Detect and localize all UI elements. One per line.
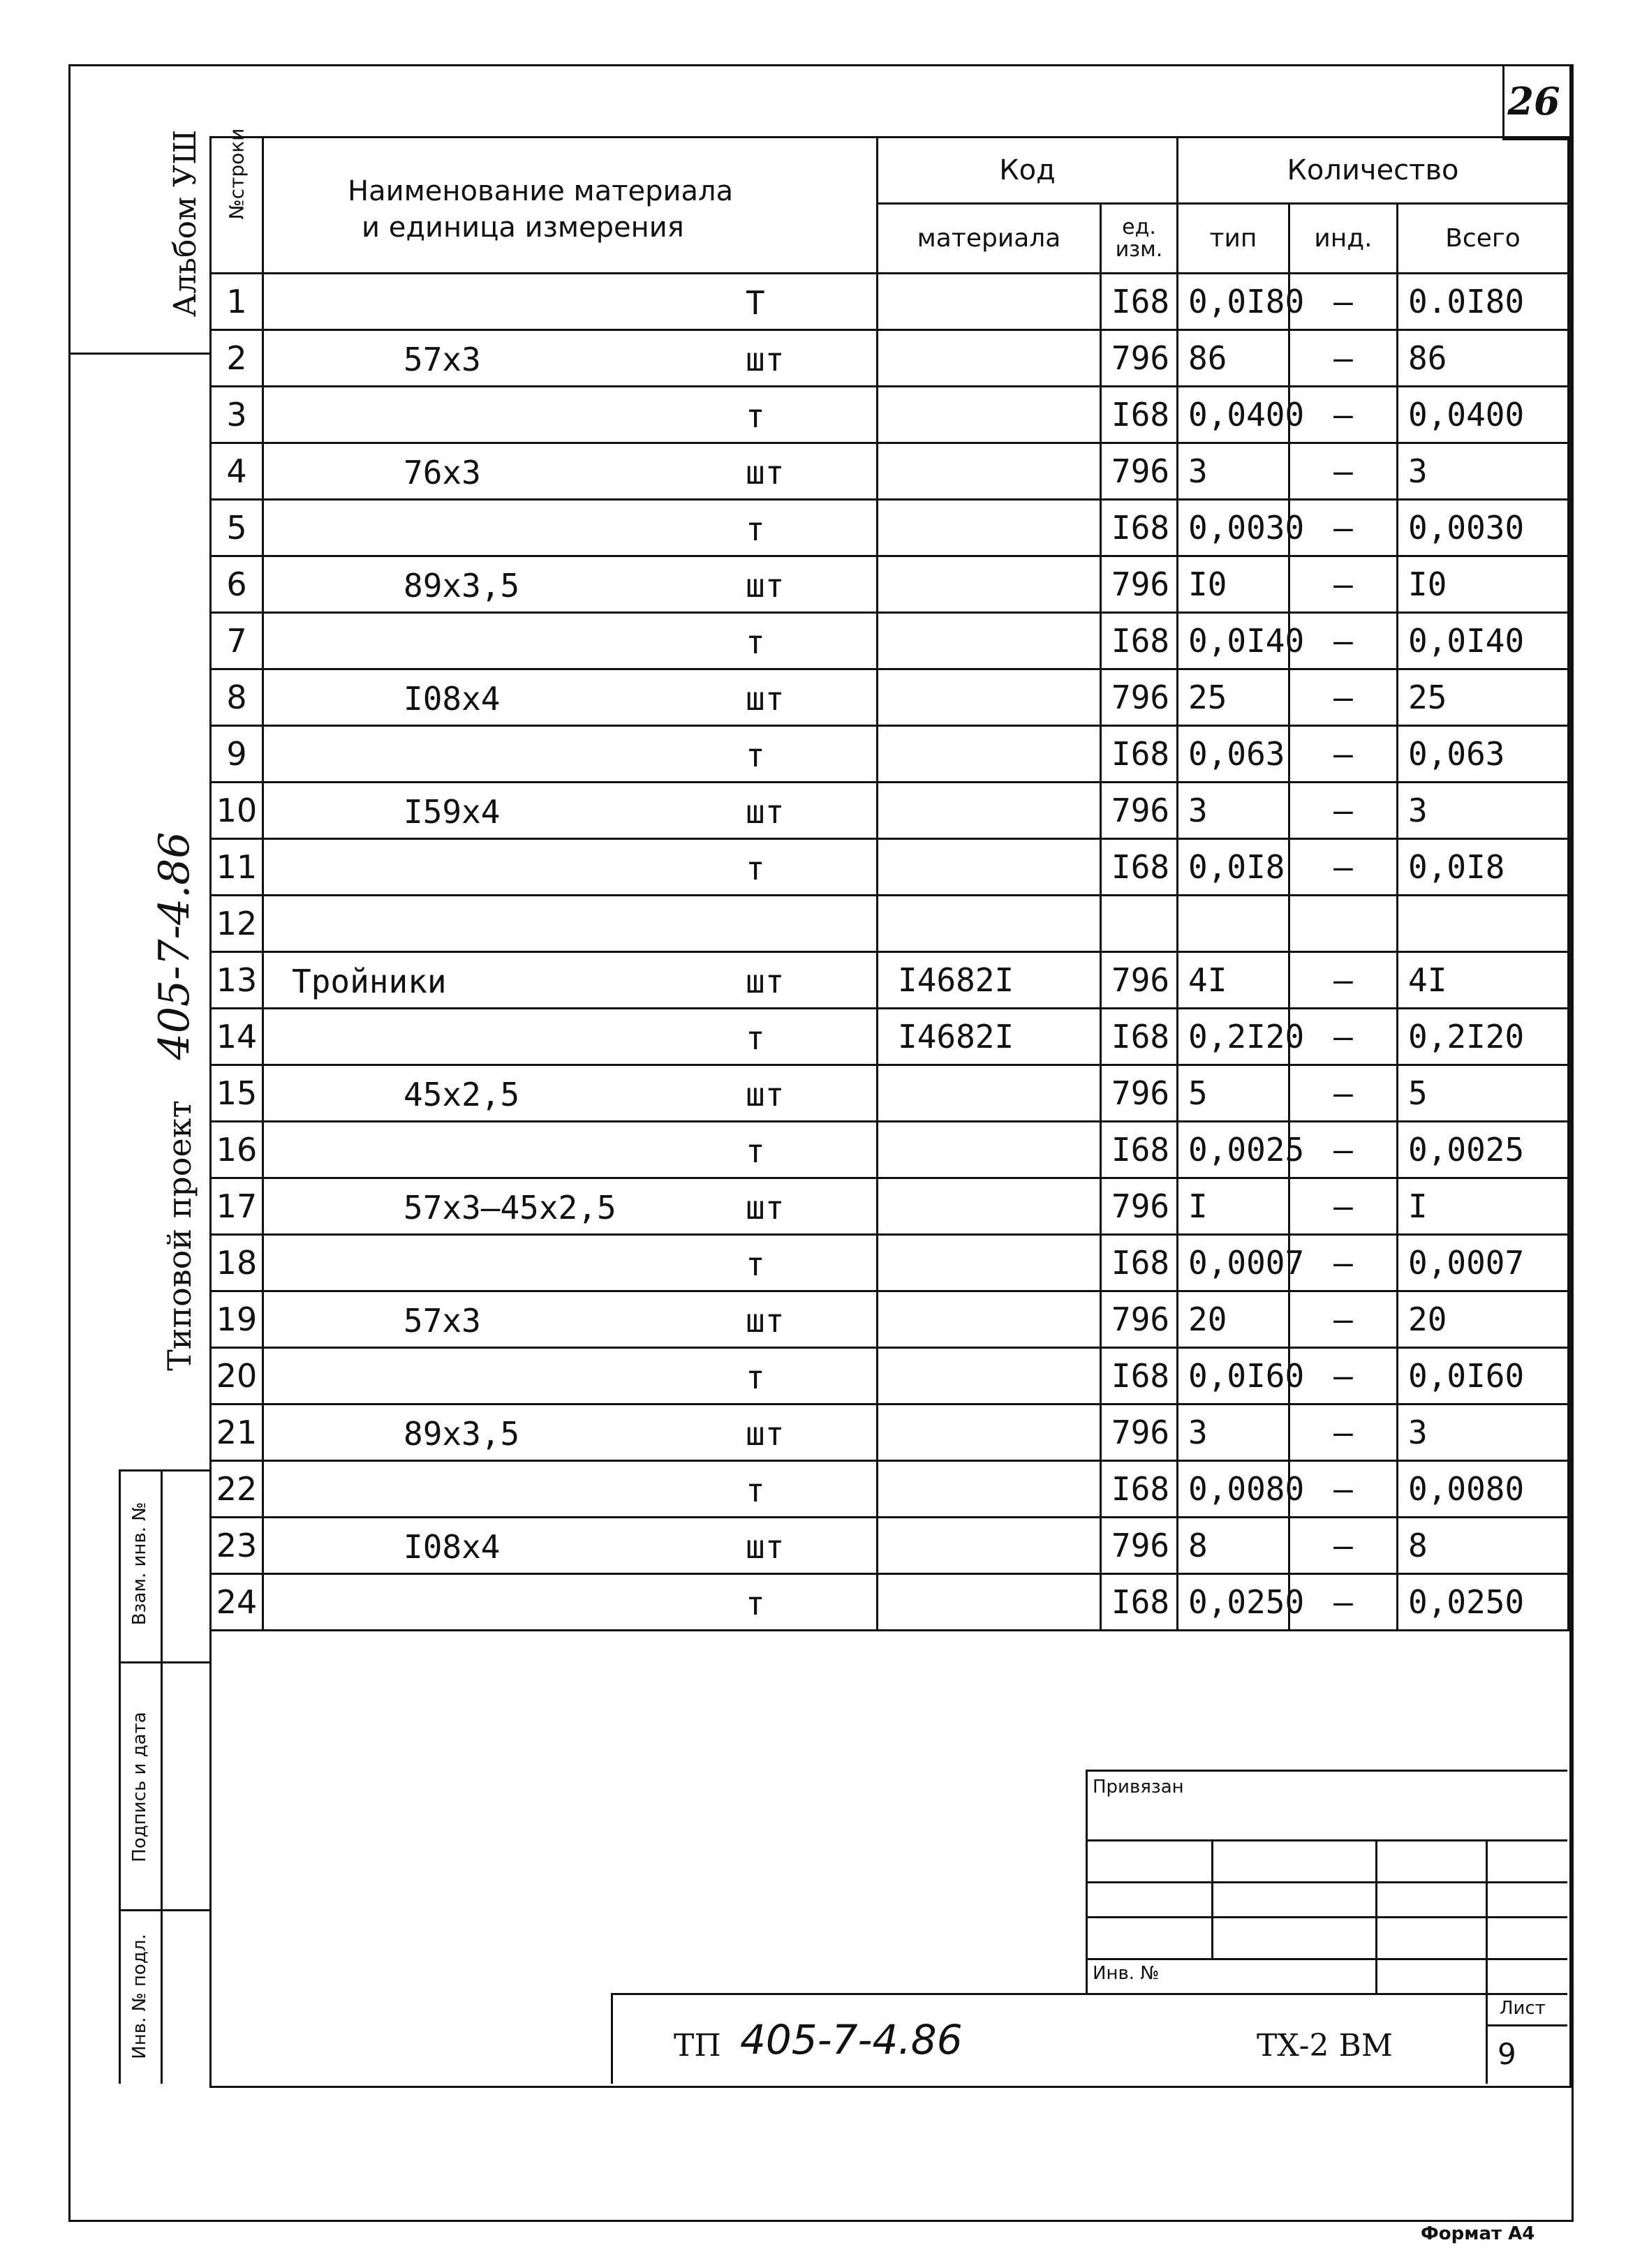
row-qty-type: 0,0030 [1178,500,1289,556]
row-unit-code: I68 [1101,613,1178,669]
row-name-text: 45х2,5 [404,1076,520,1113]
priv-v3 [1486,1839,1488,1993]
table-row [211,1122,1569,1178]
row-material-code [878,896,1101,952]
row-name [263,500,878,556]
row-qty-ind: – [1289,952,1398,1009]
row-qty-ind: – [1289,274,1398,330]
row-material-code [878,1348,1101,1404]
row-unit-text: т [746,510,765,548]
row-name [263,669,878,726]
row-qty-type: I [1178,1178,1289,1235]
row-name-text: 57х3 [404,341,481,378]
row-name [263,387,878,443]
row-qty-total: 25 [1398,669,1569,726]
row-number: 6 [211,556,263,613]
row-number: 15 [211,1065,263,1122]
row-unit-code: 796 [1101,952,1178,1009]
table-row [211,500,1569,556]
stamp-left-line [611,1993,613,2084]
row-unit-text: т [746,1245,765,1283]
priv-h2 [1086,1881,1567,1883]
row-qty-type: 0,0025 [1178,1122,1289,1178]
row-qty-ind: – [1289,1235,1398,1291]
row-material-code [878,1122,1101,1178]
row-name [263,1009,878,1065]
row-qty-total: 0,0030 [1398,500,1569,556]
row-unit-code: I68 [1101,1574,1178,1631]
row-unit-code: I68 [1101,839,1178,896]
row-unit-code: I68 [1101,1461,1178,1518]
row-unit-text: шт [746,1302,785,1340]
row-material-code [878,500,1101,556]
row-qty-total: 0,2I20 [1398,1009,1569,1065]
row-qty-ind: – [1289,1178,1398,1235]
table-row [211,1404,1569,1461]
row-qty-type: 0,0250 [1178,1574,1289,1631]
priv-v2 [1375,1839,1377,1993]
row-qty-type: 3 [1178,783,1289,839]
stamp-sheet-line [1486,2024,1567,2026]
row-qty-ind: – [1289,1065,1398,1122]
row-qty-type [1178,896,1289,952]
row-number: 24 [211,1574,263,1631]
header-qty-total: Всего [1398,204,1569,274]
page-number: 26 [1507,79,1560,124]
row-qty-type: 0,0I60 [1178,1348,1289,1404]
table-row [211,726,1569,783]
row-unit-code: I68 [1101,500,1178,556]
table-row [211,274,1569,330]
row-unit-text: шт [746,567,785,605]
table-row [211,443,1569,500]
row-qty-type: 20 [1178,1291,1289,1348]
row-name [263,1235,878,1291]
row-qty-ind: – [1289,1122,1398,1178]
row-name-text: I08х4 [404,680,501,718]
side-stamp-h2 [119,1661,209,1663]
row-unit-code: 796 [1101,1065,1178,1122]
table-row [211,613,1569,669]
row-qty-total: 4I [1398,952,1569,1009]
table-row [211,1009,1569,1065]
row-qty-total: 5 [1398,1065,1569,1122]
row-unit-code [1101,896,1178,952]
row-material-code [878,443,1101,500]
row-material-code [878,556,1101,613]
row-number: 2 [211,330,263,387]
row-unit-text: т [746,1019,765,1057]
row-unit-text: т [746,1472,765,1509]
row-unit-text: шт [746,1076,785,1113]
table-row [211,669,1569,726]
row-material-code [878,387,1101,443]
header-qty-type: тип [1178,204,1289,274]
row-material-code [878,1065,1101,1122]
row-number: 23 [211,1518,263,1574]
vzam-inv-label: Взам. инв. № [129,1502,150,1626]
row-number: 16 [211,1122,263,1178]
table-row [211,1574,1569,1631]
sheet-number: 9 [1498,2037,1516,2071]
row-number: 1 [211,274,263,330]
row-unit-code: 796 [1101,443,1178,500]
table-row [211,1518,1569,1574]
row-material-code [878,1178,1101,1235]
row-number: 12 [211,896,263,952]
row-name [263,839,878,896]
row-name [263,613,878,669]
stamp-top-line [611,1993,1567,1995]
row-material-code [878,1574,1101,1631]
row-qty-total: 0,0I40 [1398,613,1569,669]
table-row [211,783,1569,839]
row-unit-text: шт [746,963,785,1000]
table-row [211,896,1569,952]
row-name [263,1178,878,1235]
row-qty-ind: – [1289,613,1398,669]
row-qty-total: 0,0250 [1398,1574,1569,1631]
inv-no-label: Инв. № [1093,1963,1160,1984]
row-material-code: I4682I [878,952,1101,1009]
row-qty-type: 0,0I80 [1178,274,1289,330]
row-number: 9 [211,726,263,783]
row-number: 14 [211,1009,263,1065]
row-material-code [878,1518,1101,1574]
row-qty-ind: – [1289,500,1398,556]
row-qty-type: 3 [1178,443,1289,500]
stamp-doc-code: 405-7-4.86 [740,2016,963,2063]
table-row [211,1348,1569,1404]
row-qty-type: 0,2I20 [1178,1009,1289,1065]
row-qty-type: 5 [1178,1065,1289,1122]
row-qty-ind: – [1289,1009,1398,1065]
row-unit-code: I68 [1101,387,1178,443]
row-unit-text: т [746,850,765,887]
side-stamp-v2 [161,1469,163,2084]
row-qty-total: 0,0I8 [1398,839,1569,896]
side-stamp-h3 [119,1909,209,1911]
row-material-code: I4682I [878,1009,1101,1065]
row-number: 8 [211,669,263,726]
row-material-code [878,613,1101,669]
priv-h1 [1086,1839,1567,1841]
side-stamp-v1 [119,1469,121,2084]
row-name [263,274,878,330]
row-qty-ind [1289,896,1398,952]
album-divider [68,353,209,355]
row-unit-text: шт [746,680,785,718]
row-unit-text: т [746,397,765,435]
row-unit-text: т [746,1358,765,1396]
row-material-code [878,726,1101,783]
table-row [211,839,1569,896]
table-row [211,952,1569,1009]
row-unit-code: 796 [1101,556,1178,613]
podpis-data-label: Подпись и дата [129,1712,150,1862]
project-label: Типовой проект [161,1100,198,1371]
priv-h3 [1086,1916,1567,1918]
row-qty-total: 20 [1398,1291,1569,1348]
row-qty-ind: – [1289,1404,1398,1461]
header-qty-group: Количество [1178,138,1569,204]
row-qty-ind: – [1289,669,1398,726]
sheet-label: Лист [1500,1998,1546,2019]
row-name-text: 57х3–45х2,5 [404,1189,616,1226]
row-qty-ind: – [1289,443,1398,500]
row-unit-code: 796 [1101,330,1178,387]
table-row [211,330,1569,387]
row-number: 7 [211,613,263,669]
row-number: 5 [211,500,263,556]
row-number: 3 [211,387,263,443]
format-label: Формат А4 [1421,2223,1535,2244]
row-number: 13 [211,952,263,1009]
row-unit-code: 796 [1101,669,1178,726]
spec-table [209,128,1569,1631]
row-name-text: 89х3,5 [404,1415,520,1453]
table-row [211,1178,1569,1235]
row-qty-total: 8 [1398,1518,1569,1574]
row-unit-code: 796 [1101,1404,1178,1461]
row-qty-total: 0,063 [1398,726,1569,783]
row-material-code [878,1461,1101,1518]
row-qty-total: 3 [1398,443,1569,500]
row-qty-ind: – [1289,387,1398,443]
row-number: 20 [211,1348,263,1404]
row-qty-ind: – [1289,556,1398,613]
table-row [211,1235,1569,1291]
row-qty-type: 86 [1178,330,1289,387]
row-name-text: 89х3,5 [404,567,520,605]
row-number: 4 [211,443,263,500]
row-number: 19 [211,1291,263,1348]
row-name [263,1461,878,1518]
row-qty-type: 3 [1178,1404,1289,1461]
row-qty-ind: – [1289,1574,1398,1631]
row-unit-code: 796 [1101,1178,1178,1235]
row-qty-total: 0.0I80 [1398,274,1569,330]
row-unit-text: шт [746,1415,785,1453]
stamp-right-box-line [1486,1993,1488,2084]
row-name [263,783,878,839]
row-qty-total: 86 [1398,330,1569,387]
row-unit-code: I68 [1101,1235,1178,1291]
row-name [263,1065,878,1122]
row-name [263,1518,878,1574]
table-row [211,1065,1569,1122]
row-name-text: I08х4 [404,1528,501,1566]
row-qty-type: 0,0I40 [1178,613,1289,669]
row-name [263,726,878,783]
row-name-text: Тройники [292,963,447,1000]
album-label: Альбом УШ [168,129,203,318]
row-material-code [878,1291,1101,1348]
privyazan-label: Привязан [1093,1777,1184,1798]
priv-top [1086,1770,1567,1772]
table-row [211,556,1569,613]
row-material-code [878,330,1101,387]
project-code: 405-7-4.86 [150,831,199,1060]
row-unit-text: т [746,1132,765,1170]
row-name [263,1122,878,1178]
header-code-unit: ед. изм. [1101,204,1178,274]
priv-h4 [1086,1958,1567,1960]
header-name: Наименование материала и единица измерения [263,138,878,274]
row-unit-code: 796 [1101,1291,1178,1348]
row-qty-total [1398,896,1569,952]
header-row-no: №строки [211,138,263,274]
row-unit-text: Т [746,284,765,322]
stamp-tp: ТП [674,2028,721,2063]
row-unit-code: I68 [1101,1122,1178,1178]
row-unit-code: I68 [1101,1009,1178,1065]
row-qty-ind: – [1289,1518,1398,1574]
inv-podl-label: Инв. № подл. [129,1934,150,2059]
row-unit-text: шт [746,454,785,491]
row-unit-text: шт [746,1189,785,1226]
row-qty-total: 0,0400 [1398,387,1569,443]
row-qty-ind: – [1289,1291,1398,1348]
header-qty-ind: инд. [1289,204,1398,274]
spec-table-body [211,274,1569,1631]
row-qty-total: 0,0007 [1398,1235,1569,1291]
row-qty-total: 3 [1398,1404,1569,1461]
table-row [211,387,1569,443]
header-code-material: материала [878,204,1101,274]
row-number: 17 [211,1178,263,1235]
row-qty-ind: – [1289,1461,1398,1518]
row-name-text: I59х4 [404,793,501,831]
row-qty-ind: – [1289,839,1398,896]
row-qty-ind: – [1289,330,1398,387]
row-material-code [878,1235,1101,1291]
header-code-group: Код [878,138,1178,204]
row-number: 10 [211,783,263,839]
row-qty-total: 0,0I60 [1398,1348,1569,1404]
row-unit-code: I68 [1101,726,1178,783]
row-qty-type: 25 [1178,669,1289,726]
row-number: 22 [211,1461,263,1518]
side-stamp-h1 [119,1469,209,1472]
row-unit-code: 796 [1101,1518,1178,1574]
stamp-mark: ТХ-2 ВМ [1257,2028,1393,2063]
row-qty-total: 0,0080 [1398,1461,1569,1518]
row-name [263,330,878,387]
row-qty-type: 0,0I8 [1178,839,1289,896]
row-unit-text: шт [746,793,785,831]
row-name [263,1574,878,1631]
row-qty-type: 4I [1178,952,1289,1009]
row-unit-text: т [746,736,765,774]
row-material-code [878,783,1101,839]
row-name-text: 76х3 [404,454,481,491]
row-qty-type: 0,0080 [1178,1461,1289,1518]
row-number: 21 [211,1404,263,1461]
row-material-code [878,274,1101,330]
row-name [263,1291,878,1348]
row-qty-ind: – [1289,1348,1398,1404]
row-number: 11 [211,839,263,896]
row-qty-type: I0 [1178,556,1289,613]
row-unit-code: 796 [1101,783,1178,839]
row-name [263,1404,878,1461]
row-material-code [878,669,1101,726]
row-name [263,1348,878,1404]
row-qty-total: I [1398,1178,1569,1235]
row-qty-ind: – [1289,783,1398,839]
row-unit-code: I68 [1101,1348,1178,1404]
row-name [263,952,878,1009]
row-unit-text: т [746,1585,765,1622]
row-unit-text: шт [746,1528,785,1566]
row-number: 18 [211,1235,263,1291]
row-qty-type: 0,063 [1178,726,1289,783]
row-name [263,896,878,952]
row-unit-text: шт [746,341,785,378]
row-unit-text: т [746,623,765,661]
row-qty-total: I0 [1398,556,1569,613]
row-name [263,443,878,500]
row-name [263,556,878,613]
row-qty-type: 8 [1178,1518,1289,1574]
row-material-code [878,1404,1101,1461]
row-qty-total: 3 [1398,783,1569,839]
row-qty-type: 0,0400 [1178,387,1289,443]
priv-v1 [1211,1839,1213,1958]
table-row [211,1291,1569,1348]
row-material-code [878,839,1101,896]
row-unit-code: I68 [1101,274,1178,330]
row-qty-total: 0,0025 [1398,1122,1569,1178]
table-row [211,1461,1569,1518]
row-name-text: 57х3 [404,1302,481,1340]
row-qty-type: 0,0007 [1178,1235,1289,1291]
row-qty-ind: – [1289,726,1398,783]
